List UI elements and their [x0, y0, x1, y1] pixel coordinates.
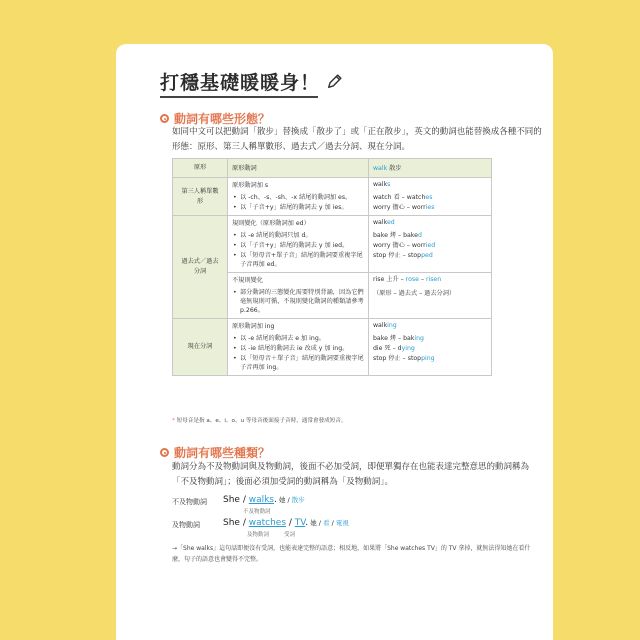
section-intro-forms: 如同中文可以把動詞「散步」替換成「散步了」或「正在散步」，英文的動詞也能替換成各種不同的形態：原形、第三人稱單數形、過去式／過去分詞、現在分詞。	[172, 127, 542, 152]
target-icon	[160, 448, 169, 457]
list-item: • 以 -ch、-s、-sh、-x 結尾的動詞加 es。	[240, 193, 364, 202]
rule-cell: 不規則變化 • 部分動詞的三態變化需要特別背誦，因為它們毫無規則可循，不規則變化動詞的種類請參考 p.266。	[228, 273, 369, 319]
example-cell: walking bake 烤 – baking die 死 – dying stop 停止 – stopping	[369, 319, 492, 376]
verb-forms-table	[172, 158, 492, 376]
row-label-past: 過去式／過去分詞	[173, 216, 228, 319]
target-icon	[160, 114, 169, 123]
list-item: • 以 -e 結尾的動詞只加 d。	[240, 231, 364, 240]
rule-cell: 原形動詞加 ing • 以 -e 結尾的動詞去 e 加 ing。 • 以 -ie 結尾的動詞去 ie 改成 y 加 ing。 • 以「短母音＋單子音」結尾的動詞要重複字尾子音再加 ing。	[228, 319, 369, 376]
list-item: • 以「短母音＋單子音」結尾的動詞要重複字尾子音再加 ing。	[240, 354, 364, 372]
row-label-third-person: 第三人稱單數形	[173, 178, 228, 216]
header-cell: 原形	[173, 159, 228, 178]
page-sheet	[116, 44, 553, 640]
caption-intransitive: 不及物動詞	[243, 509, 271, 515]
rule-cell: 原形動詞加 s • 以 -ch、-s、-sh、-x 結尾的動詞加 es。 • 以「子音+y」結尾的動詞去 y 加 ies。	[228, 178, 369, 216]
header-cell: 原形動詞	[228, 159, 369, 178]
list-item: • 以 -ie 結尾的動詞去 ie 改成 y 加 ing。	[240, 344, 364, 353]
example-sentence-intransitive: She / walks. 她 / 散步	[223, 495, 305, 505]
list-item: • 以「子音+y」結尾的動詞去 y 加 ies。	[240, 203, 364, 212]
section-heading-types: 動詞有哪些種類？	[160, 444, 270, 461]
title-row	[160, 66, 344, 96]
table-header-row	[173, 159, 492, 178]
table-footnote: * 短母音是指 a、e、i、o、u 等母音後面接子音時，通常會發成短音。	[172, 418, 347, 424]
table-row	[173, 216, 492, 273]
section-intro-types: 動詞分為不及物動詞與及物動詞，後面不必加受詞，即便單獨存在也能表達完整意思的動詞稱為「不及物動詞」；後面必須加受詞的動詞稱為「及物動詞」。	[172, 462, 530, 487]
table-row	[173, 319, 492, 376]
example-cell: walks watch 看 – watches worry 擔心 – worries	[369, 178, 492, 216]
title-underline	[160, 96, 318, 98]
list-item: • 以「短母音+單子音」結尾的動詞要重複字尾子音再加 ed。	[240, 251, 364, 269]
pencil-icon	[326, 72, 344, 90]
caption-object: 受詞	[284, 532, 296, 538]
caption-transitive-verb: 及物動詞	[247, 532, 270, 538]
example-sentence-transitive: She / watches / TV. 她 / 看 / 電視	[223, 518, 349, 528]
example-cell: rise 上升 – rose – risen （原形 – 過去式 – 過去分詞）	[369, 273, 492, 319]
example-label-intransitive: 不及物動詞	[172, 498, 207, 506]
example-label-transitive: 及物動詞	[172, 521, 200, 529]
list-item: • 以 -e 結尾的動詞去 e 加 ing。	[240, 334, 364, 343]
section-heading-forms: 動詞有哪些形態？	[160, 110, 270, 127]
row-label-present-participle: 現在分詞	[173, 319, 228, 376]
list-item: • 以「子音+y」結尾的動詞去 y 加 ied。	[240, 241, 364, 250]
page-title: 打穩基礎暖暖身！	[160, 71, 321, 94]
explanation-note: →「She walks」這句話即便沒有受詞，也能表達完整的語意；相反地，如果將「She watches TV」的 TV 拿掉，就無法得知她在看什麼，句子的語意也會變得不完整。	[172, 545, 531, 563]
header-cell: walk 散步	[369, 159, 492, 178]
rule-cell: 規則變化（原形動詞加 ed） • 以 -e 結尾的動詞只加 d。 • 以「子音+y」結尾的動詞去 y 加 ied。 • 以「短母音+單子音」結尾的動詞要重複字尾子音再加 ed。	[228, 216, 369, 273]
example-cell: walked bake 烤 – baked worry 擔心 – worried stop 停止 – stopped	[369, 216, 492, 273]
list-item: • 部分動詞的三態變化需要特別背誦，因為它們毫無規則可循，不規則變化動詞的種類請參考 p.266。	[240, 288, 364, 315]
table-row	[173, 178, 492, 216]
